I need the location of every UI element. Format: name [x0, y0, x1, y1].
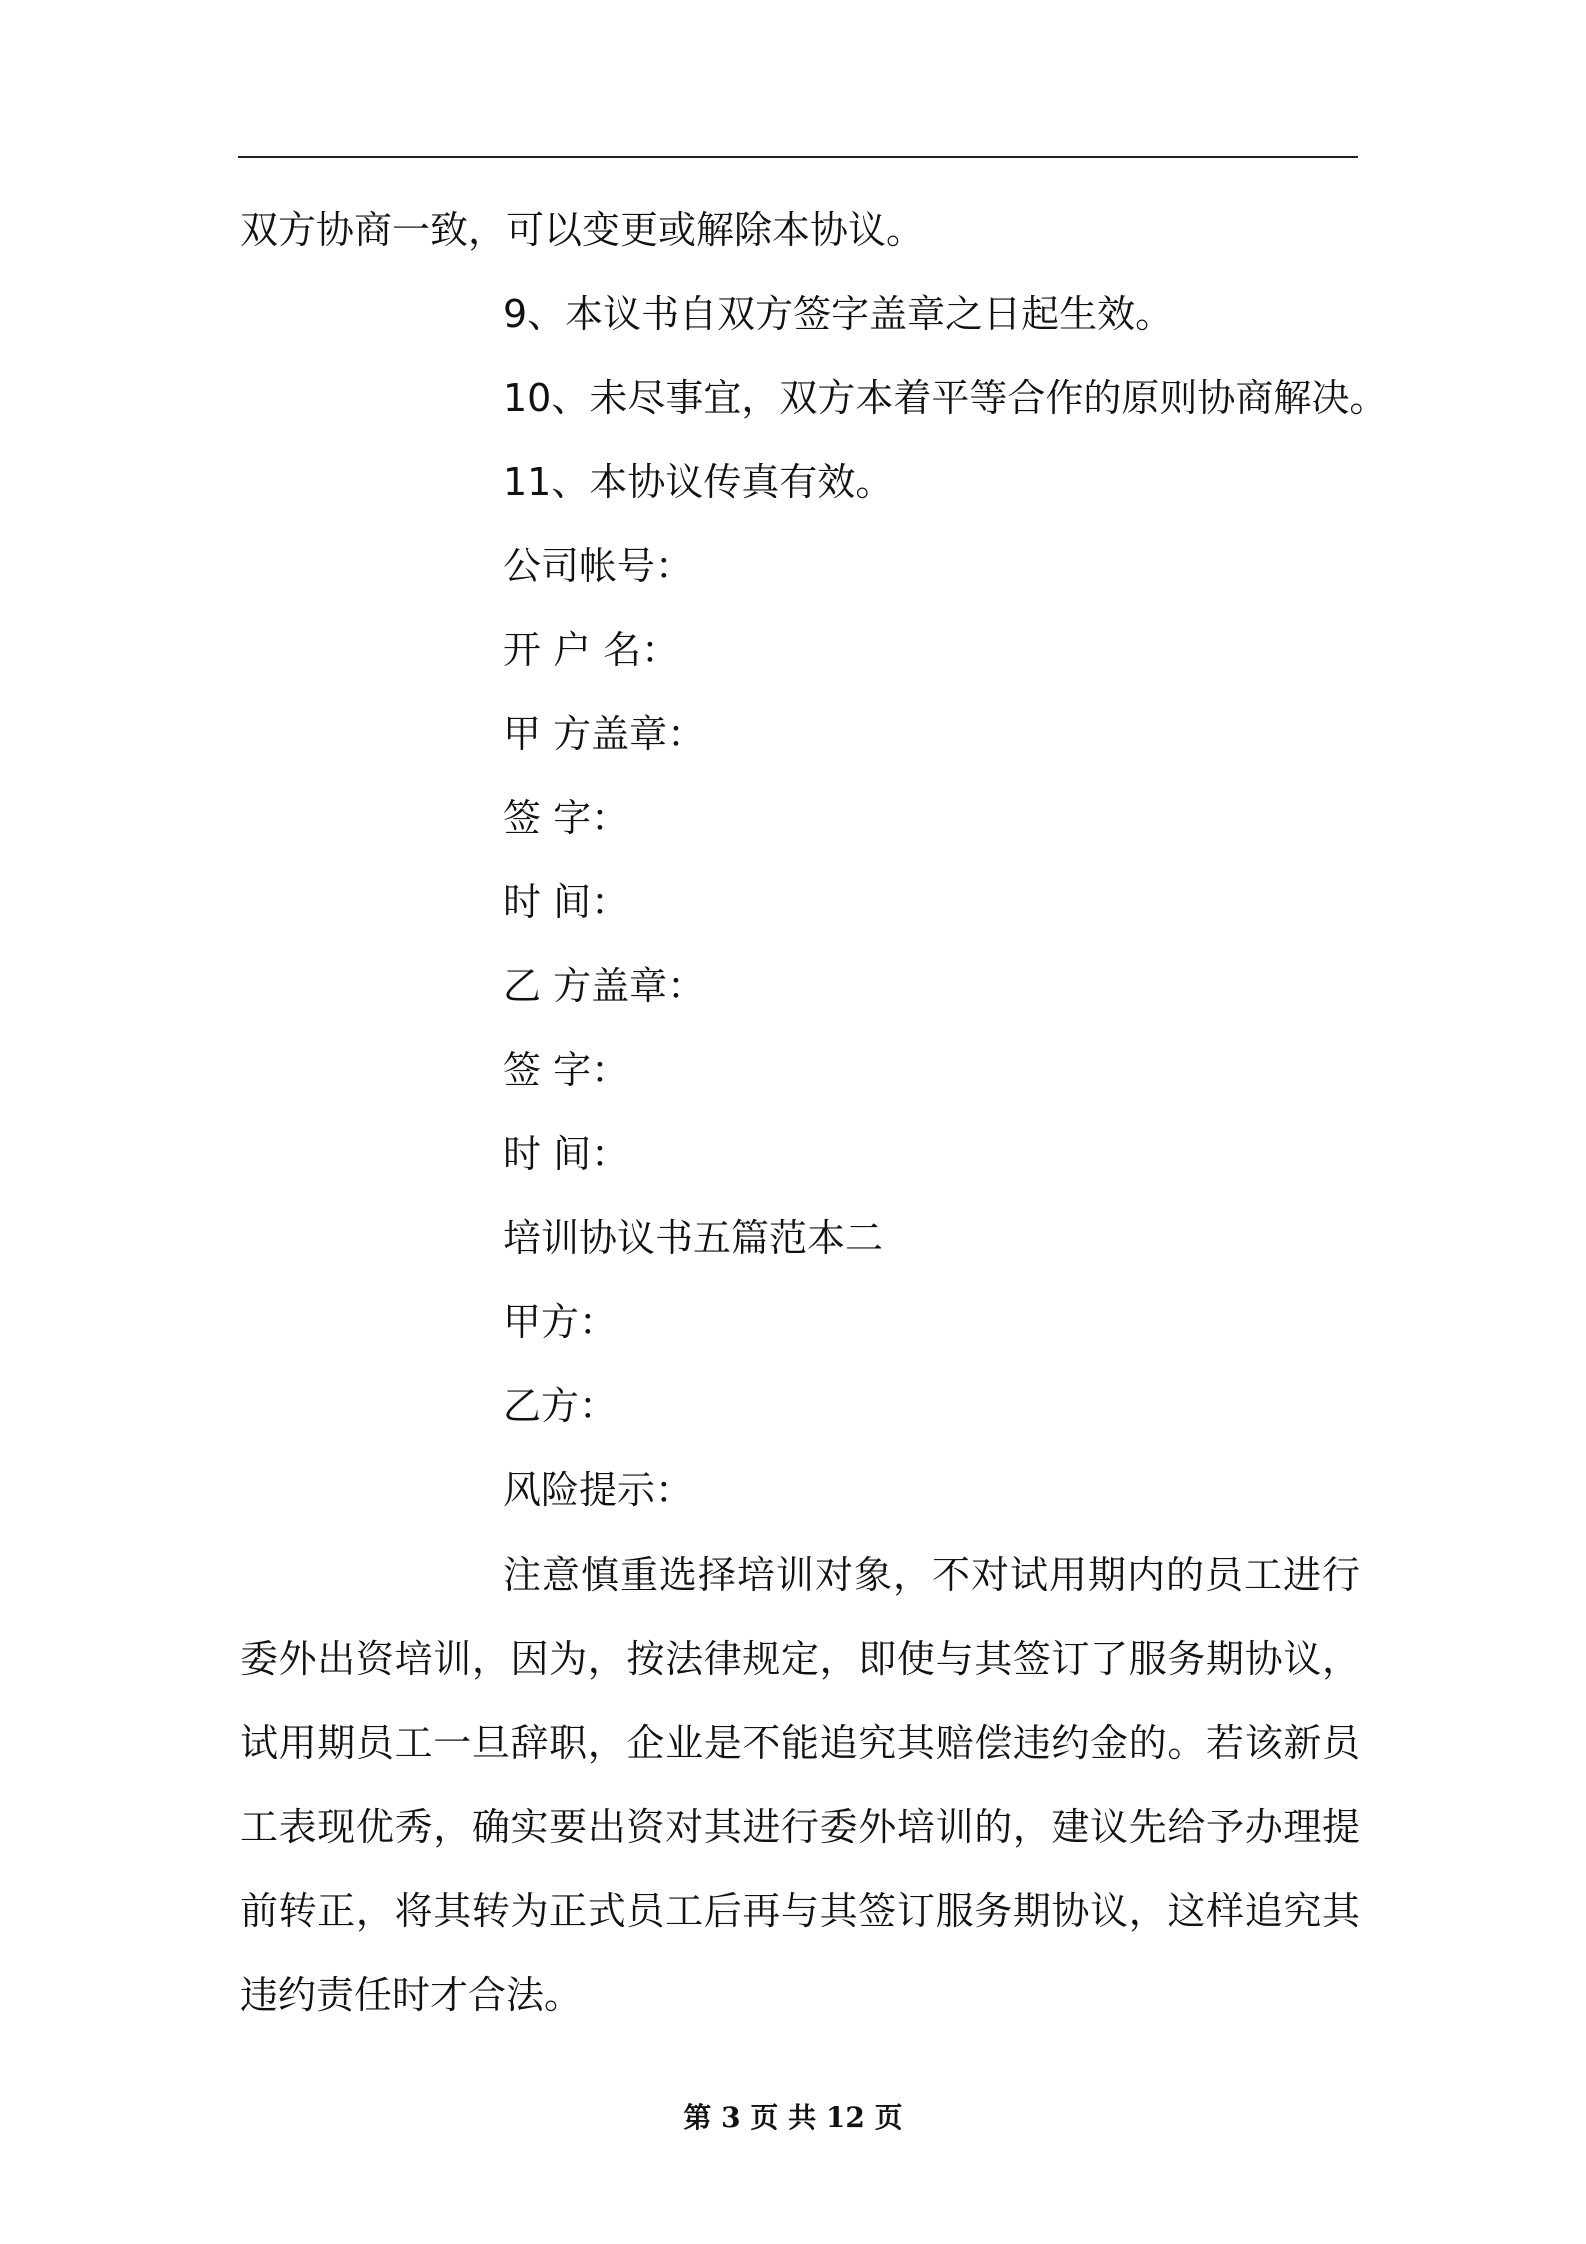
account-name-field: 开 户 名：	[503, 628, 680, 672]
continued-clause-text: 双方协商一致，可以变更或解除本协议。	[240, 208, 925, 252]
party-a-date-field: 时 间：	[503, 880, 630, 924]
party-b-date-field: 时 间：	[503, 1132, 630, 1176]
page-number: 第 3 页 共 12 页	[683, 2101, 903, 2134]
header-rule	[238, 156, 1358, 158]
party-a-label: 甲方：	[503, 1300, 618, 1344]
company-account-field: 公司帐号：	[503, 544, 694, 588]
clause-11: 11、本协议传真有效。	[503, 460, 894, 504]
party-b-label: 乙方：	[503, 1384, 618, 1428]
section-title: 培训协议书五篇范本二	[503, 1216, 884, 1260]
party-a-seal-field: 甲 方盖章：	[503, 712, 706, 756]
party-a-signature-field: 签 字：	[503, 796, 630, 840]
party-b-seal-field: 乙 方盖章：	[503, 964, 706, 1008]
party-b-signature-field: 签 字：	[503, 1048, 630, 1092]
clause-9: 9、本议书自双方签字盖章之日起生效。	[503, 292, 1174, 336]
risk-heading: 风险提示：	[503, 1468, 694, 1512]
clause-10: 10、未尽事宜，双方本着平等合作的原则协商解决。	[503, 376, 1388, 420]
risk-paragraph: 注意慎重选择培训对象，不对试用期内的员工进行委外出资培训，因为，按法律规定，即使与其签订了服务期协议，试用期员工一旦辞职，企业是不能追究其赔偿违约金的。若该新员工表现优秀，确实要出资对其进行委外培训的，建议先给予办理提前转正，将其转为正式员工后再与其签订服务期协议，这样追究其违约责任时才合法。	[240, 1553, 1360, 2017]
